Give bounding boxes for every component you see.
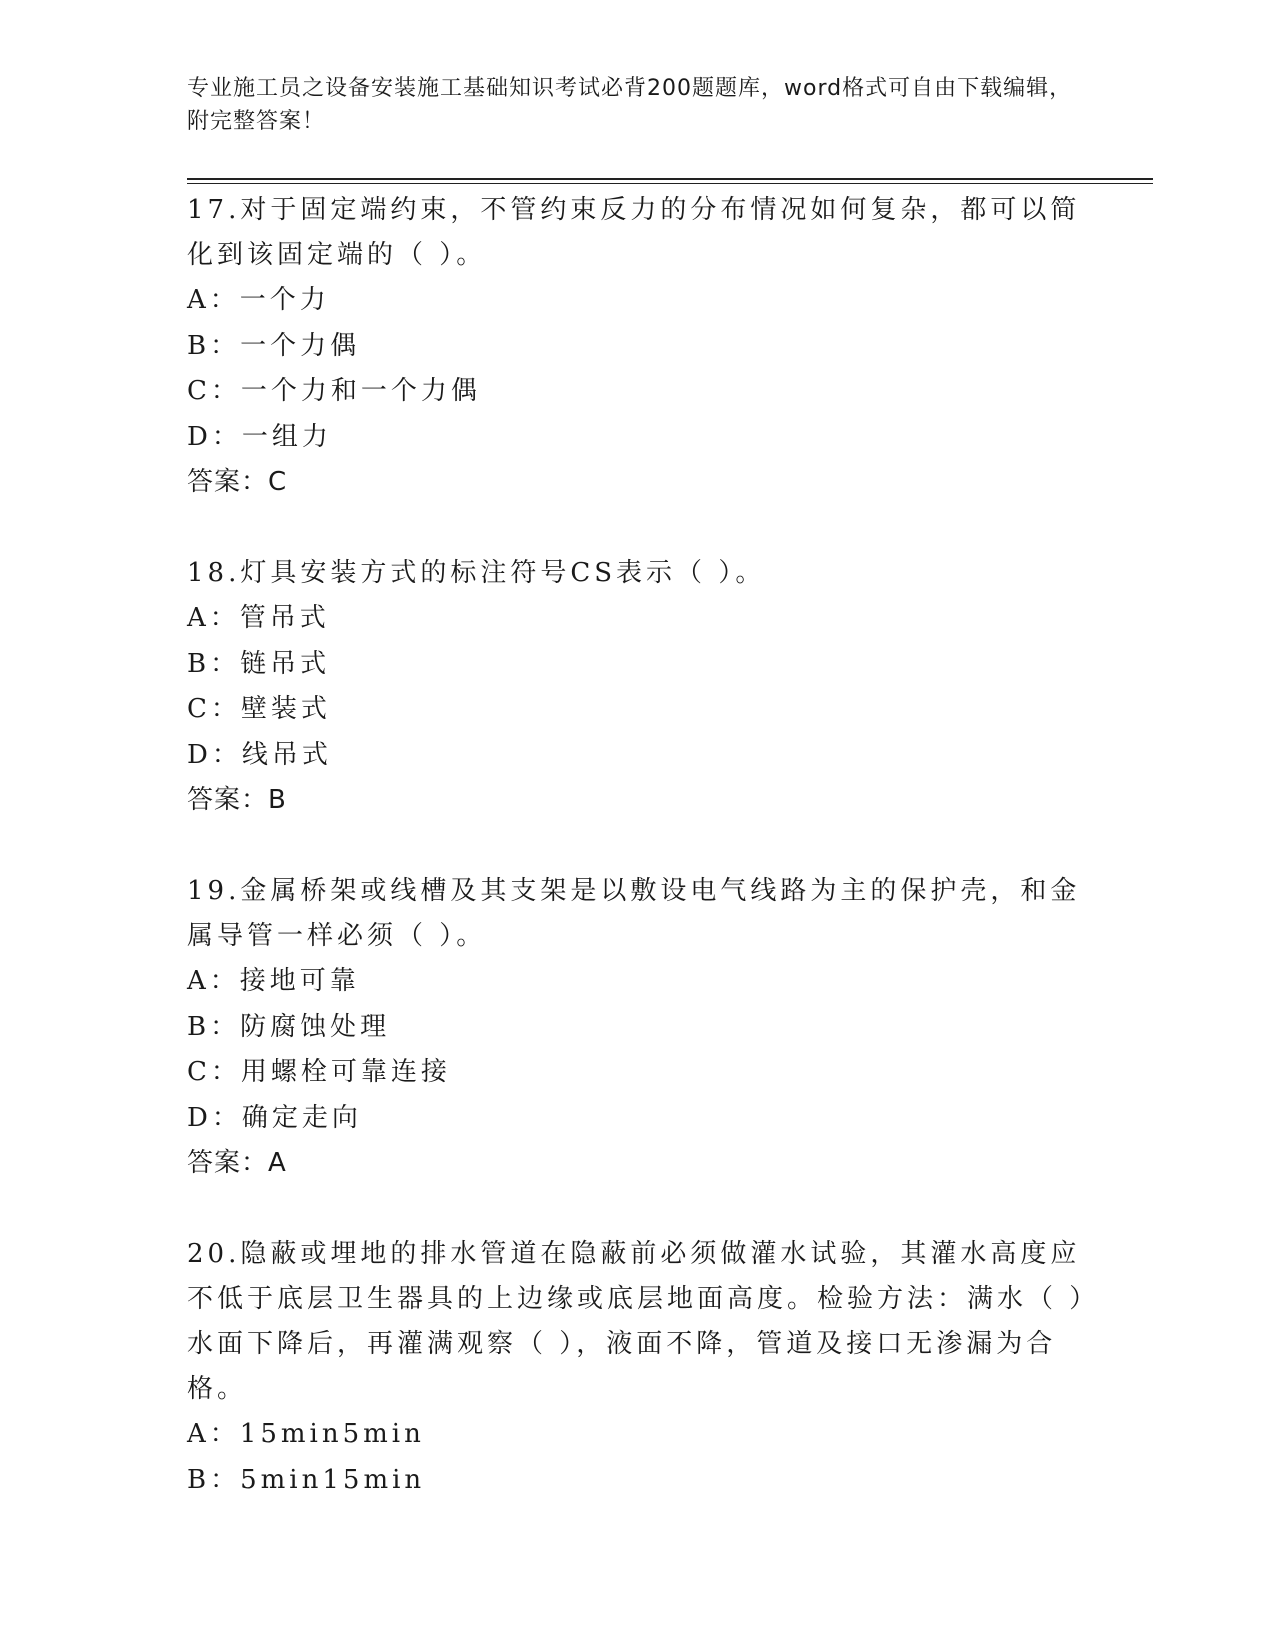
- question-19: [187, 869, 1087, 1186]
- option-b: B：一个力偶: [187, 330, 361, 361]
- question-20: [187, 1232, 1087, 1503]
- header-divider-thin: [187, 183, 1153, 184]
- question-list: [187, 188, 1087, 1503]
- question-17: [187, 188, 1087, 505]
- option-d: D：确定走向: [187, 1102, 362, 1133]
- header-divider-thick: [187, 178, 1153, 180]
- question-text: 18.灯具安装方式的标注符号CS表示（ ）。: [187, 558, 766, 588]
- option-c: C：用螺栓可靠连接: [187, 1057, 451, 1087]
- option-b: B：链吊式: [187, 648, 331, 679]
- question-text: 17.对于固定端约束，不管约束反力的分布情况如何复杂，都可以简化到该固定端的（ ）。: [187, 195, 1081, 270]
- option-c: C：一个力和一个力偶: [187, 376, 481, 406]
- option-a: A：一个力: [187, 285, 330, 315]
- option-a: A：管吊式: [187, 603, 330, 633]
- document-header: 专业施工员之设备安装施工基础知识考试必背200题题库，word格式可自由下载编辑，附完整答案！: [187, 76, 1073, 134]
- question-text: 20.隐蔽或埋地的排水管道在隐蔽前必须做灌水试验，其灌水高度应不低于底层卫生器具的上边缘或底层地面高度。检验方法：满水（ ）水面下降后，再灌满观察（ ），液面不降，管道及接口无渗漏为合格。: [187, 1239, 1087, 1404]
- option-c: C：壁装式: [187, 694, 331, 724]
- answer: 答案：A: [187, 1148, 287, 1178]
- option-a: A：15min5min: [187, 1419, 425, 1449]
- option-b: B：5min15min: [187, 1464, 426, 1495]
- option-b: B：防腐蚀处理: [187, 1011, 391, 1042]
- option-d: D：一组力: [187, 421, 332, 452]
- answer: 答案：B: [187, 785, 287, 815]
- option-d: D：线吊式: [187, 739, 332, 770]
- question-18: [187, 551, 1087, 823]
- answer: 答案：C: [187, 467, 288, 497]
- option-a: A：接地可靠: [187, 966, 360, 996]
- question-text: 19.金属桥架或线槽及其支架是以敷设电气线路为主的保护壳，和金属导管一样必须（ ）。: [187, 876, 1081, 951]
